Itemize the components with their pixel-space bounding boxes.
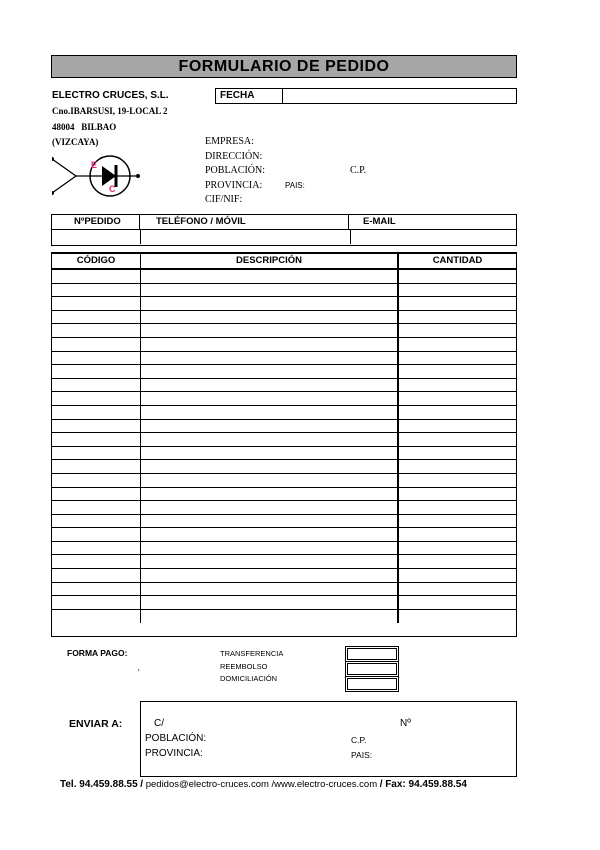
cantidad-cell[interactable]: [399, 596, 516, 609]
descripcion-cell[interactable]: [141, 297, 399, 310]
codigo-cell[interactable]: [52, 379, 141, 392]
table-row: [52, 460, 516, 474]
fecha-box: [215, 88, 517, 104]
client-cp-label: C.P.: [350, 165, 367, 176]
descripcion-cell[interactable]: [141, 406, 399, 419]
ship-cp-label: C.P.: [351, 735, 367, 745]
payment-options: [220, 648, 283, 686]
descripcion-cell[interactable]: [141, 311, 399, 324]
codigo-cell[interactable]: [52, 270, 141, 283]
codigo-cell[interactable]: [52, 365, 141, 378]
table-row: [52, 474, 516, 488]
provincia-line: [205, 179, 305, 194]
option-domiciliacion: DOMICILIACIÓN: [220, 674, 278, 683]
table-row: [52, 365, 516, 379]
codigo-cell[interactable]: [52, 447, 141, 460]
table-row: [52, 392, 516, 406]
table-row: [52, 515, 516, 529]
cantidad-cell[interactable]: [399, 515, 516, 528]
provincia-label: PROVINCIA:: [205, 179, 263, 191]
table-row: [52, 324, 516, 338]
descripcion-cell[interactable]: [141, 555, 399, 568]
logo-letter-e: E: [91, 160, 98, 170]
codigo-cell[interactable]: [52, 488, 141, 501]
email-header: E-MAIL: [363, 216, 396, 227]
cantidad-cell[interactable]: [399, 338, 516, 351]
codigo-cell[interactable]: [52, 433, 141, 446]
codigo-cell[interactable]: [52, 515, 141, 528]
descripcion-cell[interactable]: [141, 583, 399, 596]
company-logo: [52, 152, 142, 200]
descripcion-cell[interactable]: [141, 270, 399, 283]
table-row: [52, 270, 516, 284]
npedido-header: NºPEDIDO: [52, 215, 140, 229]
form-title: FORMULARIO DE PEDIDO: [51, 55, 517, 78]
fecha-field[interactable]: [283, 89, 516, 103]
enviar-label: ENVIAR A:: [69, 718, 123, 730]
descripcion-cell[interactable]: [141, 324, 399, 337]
option-reembolso: REEMBOLSO: [220, 661, 268, 671]
descripcion-cell[interactable]: [141, 542, 399, 555]
footer-web[interactable]: www.electro-cruces.com: [274, 779, 378, 790]
cantidad-cell[interactable]: [399, 501, 516, 514]
client-pais-label: PAIS:: [285, 180, 305, 190]
descripcion-cell[interactable]: [141, 365, 399, 378]
codigo-cell[interactable]: [52, 542, 141, 555]
descripcion-cell[interactable]: [141, 447, 399, 460]
option-transferencia: TRANSFERENCIA: [220, 649, 284, 658]
table-row: [52, 583, 516, 597]
cantidad-cell[interactable]: [399, 324, 516, 337]
table-row: [52, 569, 516, 583]
descripcion-cell[interactable]: [141, 420, 399, 433]
stray-mark: ': [138, 668, 140, 677]
company-name: ELECTRO CRUCES, S.L.: [52, 90, 169, 101]
codigo-cell[interactable]: [52, 501, 141, 514]
cantidad-cell[interactable]: [399, 352, 516, 365]
descripcion-cell[interactable]: [141, 610, 399, 624]
street-label: C/: [154, 718, 164, 729]
cantidad-cell[interactable]: [399, 406, 516, 419]
cantidad-cell[interactable]: [399, 365, 516, 378]
codigo-cell[interactable]: [52, 392, 141, 405]
codigo-cell[interactable]: [52, 596, 141, 609]
table-row: [52, 420, 516, 434]
codigo-cell[interactable]: [52, 460, 141, 473]
diode-icon: [102, 166, 116, 186]
codigo-cell[interactable]: [52, 555, 141, 568]
footer: [60, 779, 467, 790]
company-city: BILBAO: [81, 122, 117, 132]
table-row: [52, 488, 516, 502]
descripcion-cell[interactable]: [141, 488, 399, 501]
cantidad-cell[interactable]: [399, 447, 516, 460]
email-field[interactable]: [351, 230, 516, 244]
footer-sep-2: /: [271, 779, 275, 790]
table-row: [52, 297, 516, 311]
cantidad-cell[interactable]: [399, 569, 516, 582]
codigo-cell[interactable]: [52, 569, 141, 582]
codigo-cell[interactable]: [52, 583, 141, 596]
client-info: [205, 135, 367, 208]
ship-provincia-label: PROVINCIA:: [145, 748, 203, 759]
direccion-label: DIRECCIÓN:: [205, 150, 263, 162]
table-row: [52, 338, 516, 352]
codigo-cell[interactable]: [52, 311, 141, 324]
footer-email[interactable]: pedidos@electro-cruces.com: [145, 779, 269, 790]
footer-sep-1: /: [140, 779, 144, 790]
cantidad-cell[interactable]: [399, 610, 516, 624]
codigo-header: CÓDIGO: [52, 254, 141, 268]
descripcion-cell[interactable]: [141, 569, 399, 582]
codigo-cell[interactable]: [52, 610, 141, 624]
table-row: [52, 352, 516, 366]
cantidad-cell[interactable]: [399, 555, 516, 568]
table-row: [52, 406, 516, 420]
cantidad-cell[interactable]: [399, 460, 516, 473]
forma-pago-label: FORMA PAGO:: [67, 648, 128, 658]
cantidad-header: CANTIDAD: [432, 255, 483, 266]
codigo-cell[interactable]: [52, 352, 141, 365]
cantidad-cell[interactable]: [399, 284, 516, 297]
footer-sep-3: /: [379, 779, 383, 790]
company-postal-code: 48004: [52, 122, 75, 132]
table-row: [52, 610, 516, 624]
cantidad-cell[interactable]: [399, 433, 516, 446]
codigo-cell[interactable]: [52, 474, 141, 487]
table-row: [52, 311, 516, 325]
cantidad-cell[interactable]: [399, 542, 516, 555]
company-city-line: [52, 122, 116, 132]
order-info-header: [52, 215, 516, 230]
codigo-cell[interactable]: [52, 324, 141, 337]
descripcion-cell[interactable]: [141, 433, 399, 446]
items-body: [52, 270, 516, 623]
poblacion-label: POBLACIÓN:: [205, 165, 266, 176]
cantidad-cell[interactable]: [399, 488, 516, 501]
company-address: Cno.IBARSUSI, 19-LOCAL 2: [52, 106, 168, 116]
descripcion-cell[interactable]: [141, 474, 399, 487]
table-row: [52, 542, 516, 556]
ship-pais-label: PAIS:: [351, 750, 373, 760]
table-row: [52, 501, 516, 515]
domiciliacion-checkbox[interactable]: [347, 678, 397, 690]
cantidad-cell[interactable]: [399, 270, 516, 283]
codigo-cell[interactable]: [52, 297, 141, 310]
codigo-cell[interactable]: [52, 284, 141, 297]
npedido-field[interactable]: [52, 230, 141, 244]
descripcion-cell[interactable]: [141, 392, 399, 405]
table-row: [52, 528, 516, 542]
table-row: [52, 447, 516, 461]
telefono-header: TELÉFONO / MÓVIL: [140, 215, 349, 229]
descripcion-cell[interactable]: [141, 528, 399, 541]
codigo-cell[interactable]: [52, 406, 141, 419]
codigo-cell[interactable]: [52, 338, 141, 351]
codigo-cell[interactable]: [52, 528, 141, 541]
cantidad-cell[interactable]: [399, 420, 516, 433]
table-row: [52, 433, 516, 447]
cantidad-cell[interactable]: [399, 311, 516, 324]
descripcion-cell[interactable]: [141, 284, 399, 297]
items-table: [51, 252, 517, 637]
table-row: [52, 596, 516, 610]
descripcion-cell[interactable]: [141, 379, 399, 392]
descripcion-cell[interactable]: [141, 501, 399, 514]
order-info-table: [51, 214, 517, 246]
empresa-label: EMPRESA:: [205, 136, 254, 147]
cantidad-cell[interactable]: [399, 474, 516, 487]
fecha-label: FECHA: [216, 89, 283, 103]
codigo-cell[interactable]: [52, 420, 141, 433]
descripcion-header: DESCRIPCIÓN: [141, 254, 399, 268]
logo-letter-c: C: [109, 184, 116, 194]
cantidad-cell[interactable]: [399, 392, 516, 405]
ship-poblacion-label: POBLACIÓN:: [145, 733, 207, 744]
payment-checkboxes: [347, 648, 397, 693]
shipping-box: [140, 701, 517, 777]
cantidad-cell[interactable]: [399, 528, 516, 541]
table-row: [52, 379, 516, 393]
items-header: [52, 254, 516, 270]
descripcion-cell[interactable]: [141, 460, 399, 473]
table-row: [52, 555, 516, 569]
number-label: Nº: [400, 718, 411, 729]
cantidad-cell[interactable]: [399, 297, 516, 310]
telefono-field[interactable]: [141, 230, 351, 244]
descripcion-cell[interactable]: [141, 352, 399, 365]
transferencia-checkbox[interactable]: [347, 648, 397, 660]
poblacion-line: [205, 164, 367, 179]
order-info-row: [52, 230, 516, 244]
cantidad-cell[interactable]: [399, 379, 516, 392]
descripcion-cell[interactable]: [141, 596, 399, 609]
descripcion-cell[interactable]: [141, 515, 399, 528]
reembolso-checkbox[interactable]: [347, 663, 397, 675]
company-region: (VIZCAYA): [52, 137, 99, 147]
footer-fax: Fax: 94.459.88.54: [385, 779, 467, 790]
descripcion-cell[interactable]: [141, 338, 399, 351]
cif-label: CIF/NIF:: [205, 194, 243, 205]
table-row: [52, 284, 516, 298]
footer-tel: Tel. 94.459.88.55: [60, 779, 138, 790]
cantidad-cell[interactable]: [399, 583, 516, 596]
